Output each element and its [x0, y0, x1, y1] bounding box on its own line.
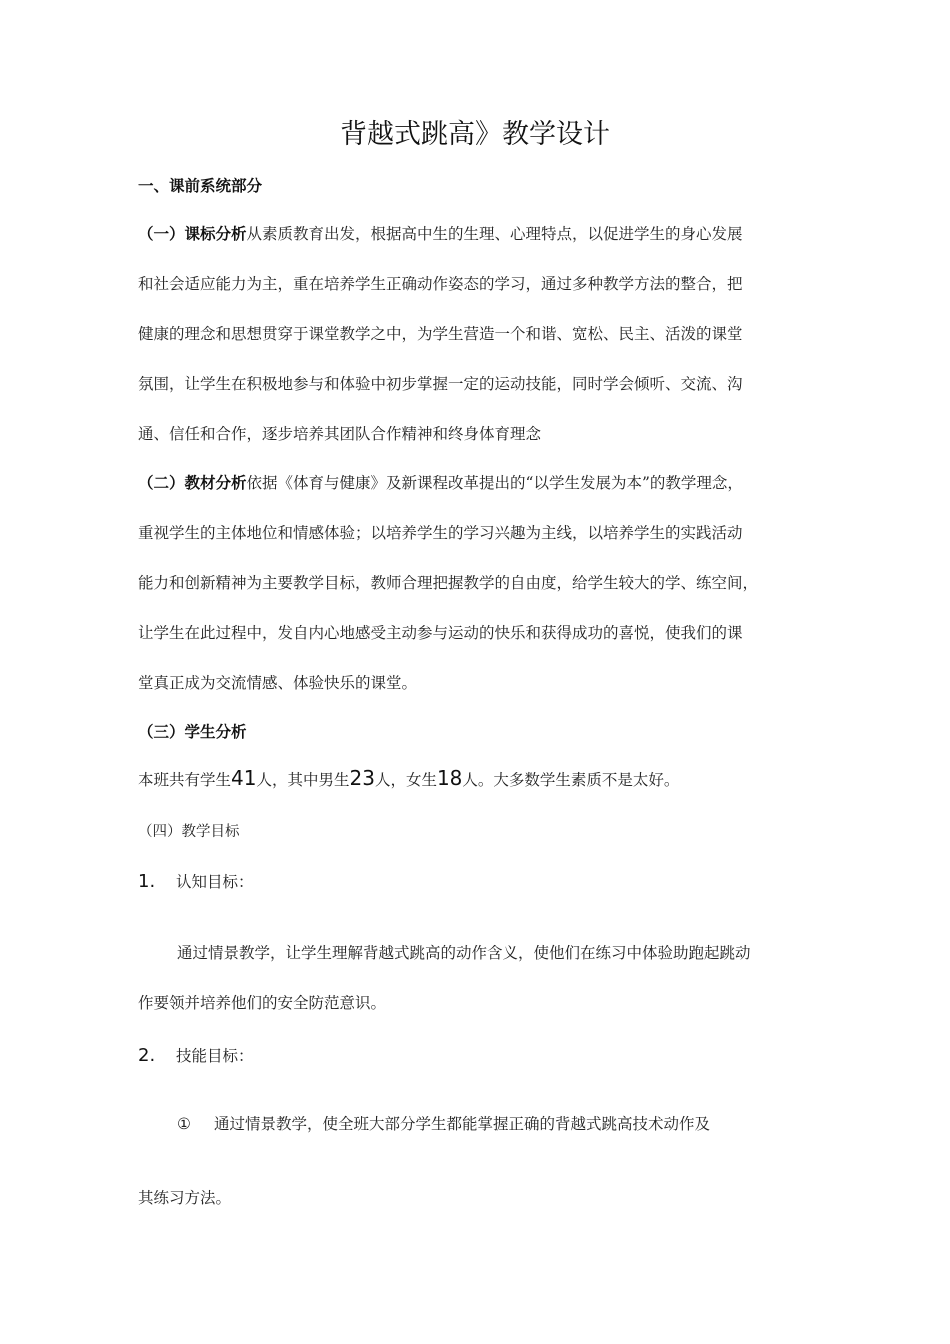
goal-1-number: 1.	[138, 871, 156, 892]
goal-1-label: 认知目标：	[176, 873, 254, 891]
textbook-analysis-label: （二）教材分析	[138, 474, 247, 492]
textbook-analysis-line-4: 让学生在此过程中，发自内心地感受主动参与运动的快乐和获得成功的喜悦，使我们的课	[138, 624, 743, 642]
curriculum-analysis-text: 从素质教育出发，根据高中生的生理、心理特点，以促进学生的身心发展	[246, 225, 743, 243]
goal-2-label: 技能目标：	[176, 1047, 254, 1065]
curriculum-analysis-line-5: 通、信任和合作，逐步培养其团队合作精神和终身体育理念	[138, 425, 542, 443]
goal-2-item-1-line-2: 其练习方法。	[138, 1189, 232, 1207]
textbook-analysis-line-3: 能力和创新精神为主要教学目标，教师合理把握教学的自由度，给学生较大的学、练空间，	[138, 574, 759, 592]
student-text-d: 人。大多数学生素质不是太好。	[462, 771, 680, 789]
student-analysis-label: （三）学生分析	[138, 723, 247, 741]
student-analysis-text	[138, 766, 679, 790]
curriculum-analysis-line-1	[138, 222, 743, 244]
goal-2-item-marker: ①	[177, 1115, 191, 1133]
document-title: 背越式跳高》教学设计	[340, 119, 610, 150]
goal-2-item-text: 通过情景教学，使全班大部分学生都能掌握正确的背越式跳高技术动作及	[214, 1115, 711, 1133]
textbook-analysis-text: 依据《体育与健康》及新课程改革提出的“以学生发展为本”的教学理念，	[246, 474, 743, 492]
student-text-a: 本班共有学生	[138, 771, 232, 789]
goal-1-heading	[138, 870, 254, 892]
total-students: 41	[231, 766, 257, 790]
curriculum-analysis-line-2: 和社会适应能力为主，重在培养学生正确动作姿态的学习，通过多种教学方法的整合，把	[138, 275, 743, 293]
curriculum-analysis-line-4: 氛围，让学生在积极地参与和体验中初步掌握一定的运动技能，同时学会倾听、交流、沟	[138, 375, 743, 393]
textbook-analysis-line-2: 重视学生的主体地位和情感体验；以培养学生的学习兴趣为主线，以培养学生的实践活动	[138, 524, 743, 542]
boy-students: 23	[349, 766, 375, 790]
goal-1-text-line-1: 通过情景教学，让学生理解背越式跳高的动作含义，使他们在练习中体验助跑起跳动	[177, 944, 751, 962]
goal-2-heading	[138, 1044, 254, 1066]
teaching-goals-label: （四）教学目标	[138, 824, 240, 840]
goal-2-number: 2.	[138, 1045, 156, 1066]
student-text-b: 人，其中男生	[256, 771, 350, 789]
goal-2-item-1-line-1	[177, 1112, 710, 1134]
goal-1-text-line-2: 作要领并培养他们的安全防范意识。	[138, 994, 387, 1012]
textbook-analysis-line-1	[138, 471, 743, 493]
student-text-c: 人，女生	[374, 771, 437, 789]
textbook-analysis-line-5: 堂真正成为交流情感、体验快乐的课堂。	[138, 674, 418, 692]
curriculum-analysis-label: （一）课标分析	[138, 225, 247, 243]
section-heading: 一、课前系统部分	[138, 177, 263, 195]
curriculum-analysis-line-3: 健康的理念和思想贯穿于课堂教学之中，为学生营造一个和谐、宽松、民主、活泼的课堂	[138, 325, 743, 343]
girl-students: 18	[436, 766, 463, 790]
